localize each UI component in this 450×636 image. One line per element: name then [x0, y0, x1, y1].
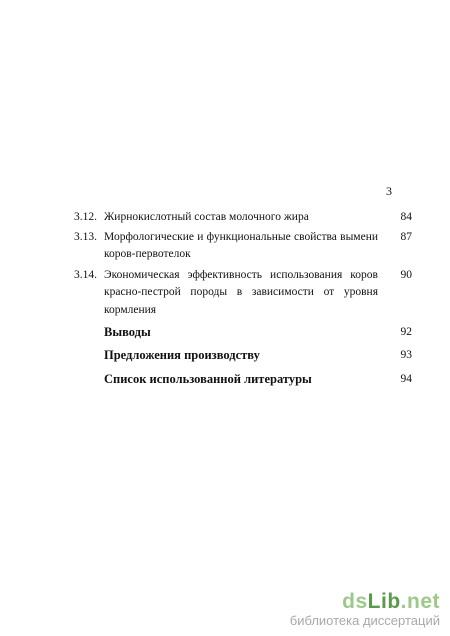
toc-entry: [74, 229, 412, 264]
watermark-logo-lib: Lib: [367, 590, 401, 613]
toc-page-number: 93: [400, 349, 412, 361]
toc-section-number: 3.13.: [74, 230, 97, 243]
toc-entry-title: Экономическая эффективность использования коров красно-пестрой породы в зависимости от уровня кормления: [104, 268, 378, 316]
toc-page-number: 90: [400, 268, 412, 281]
watermark-logo: [290, 591, 440, 613]
toc-entry: [74, 209, 412, 227]
watermark-logo-net: .net: [400, 590, 440, 613]
toc-entry-title: Морфологические и функциональные свойства вымени коров-первотелок: [104, 230, 378, 260]
toc-page-number: 87: [400, 230, 412, 243]
toc-page-number: 94: [400, 373, 412, 385]
toc-entry-references: [74, 368, 412, 390]
page-number: 3: [386, 184, 392, 198]
toc-page-number: 92: [400, 326, 412, 338]
toc-entry-conclusions: [74, 321, 412, 343]
toc-entry: [74, 267, 412, 320]
watermark: [290, 591, 440, 628]
toc-entry-title: Список использованной литературы: [104, 372, 312, 386]
watermark-logo-ds: ds: [342, 590, 368, 613]
toc-entry-title: Предложения производству: [104, 348, 260, 362]
toc-section-number: 3.14.: [74, 268, 97, 281]
toc-page-number: 84: [400, 211, 412, 223]
toc-entry-title: Выводы: [104, 325, 151, 339]
toc-entry-title: Жирнокислотный состав молочного жира: [104, 211, 309, 223]
watermark-subtitle: библиотека диссертаций: [289, 613, 440, 628]
toc-entry-proposals: [74, 344, 412, 366]
table-of-contents: [74, 209, 412, 390]
toc-section-number: 3.12.: [74, 211, 97, 223]
